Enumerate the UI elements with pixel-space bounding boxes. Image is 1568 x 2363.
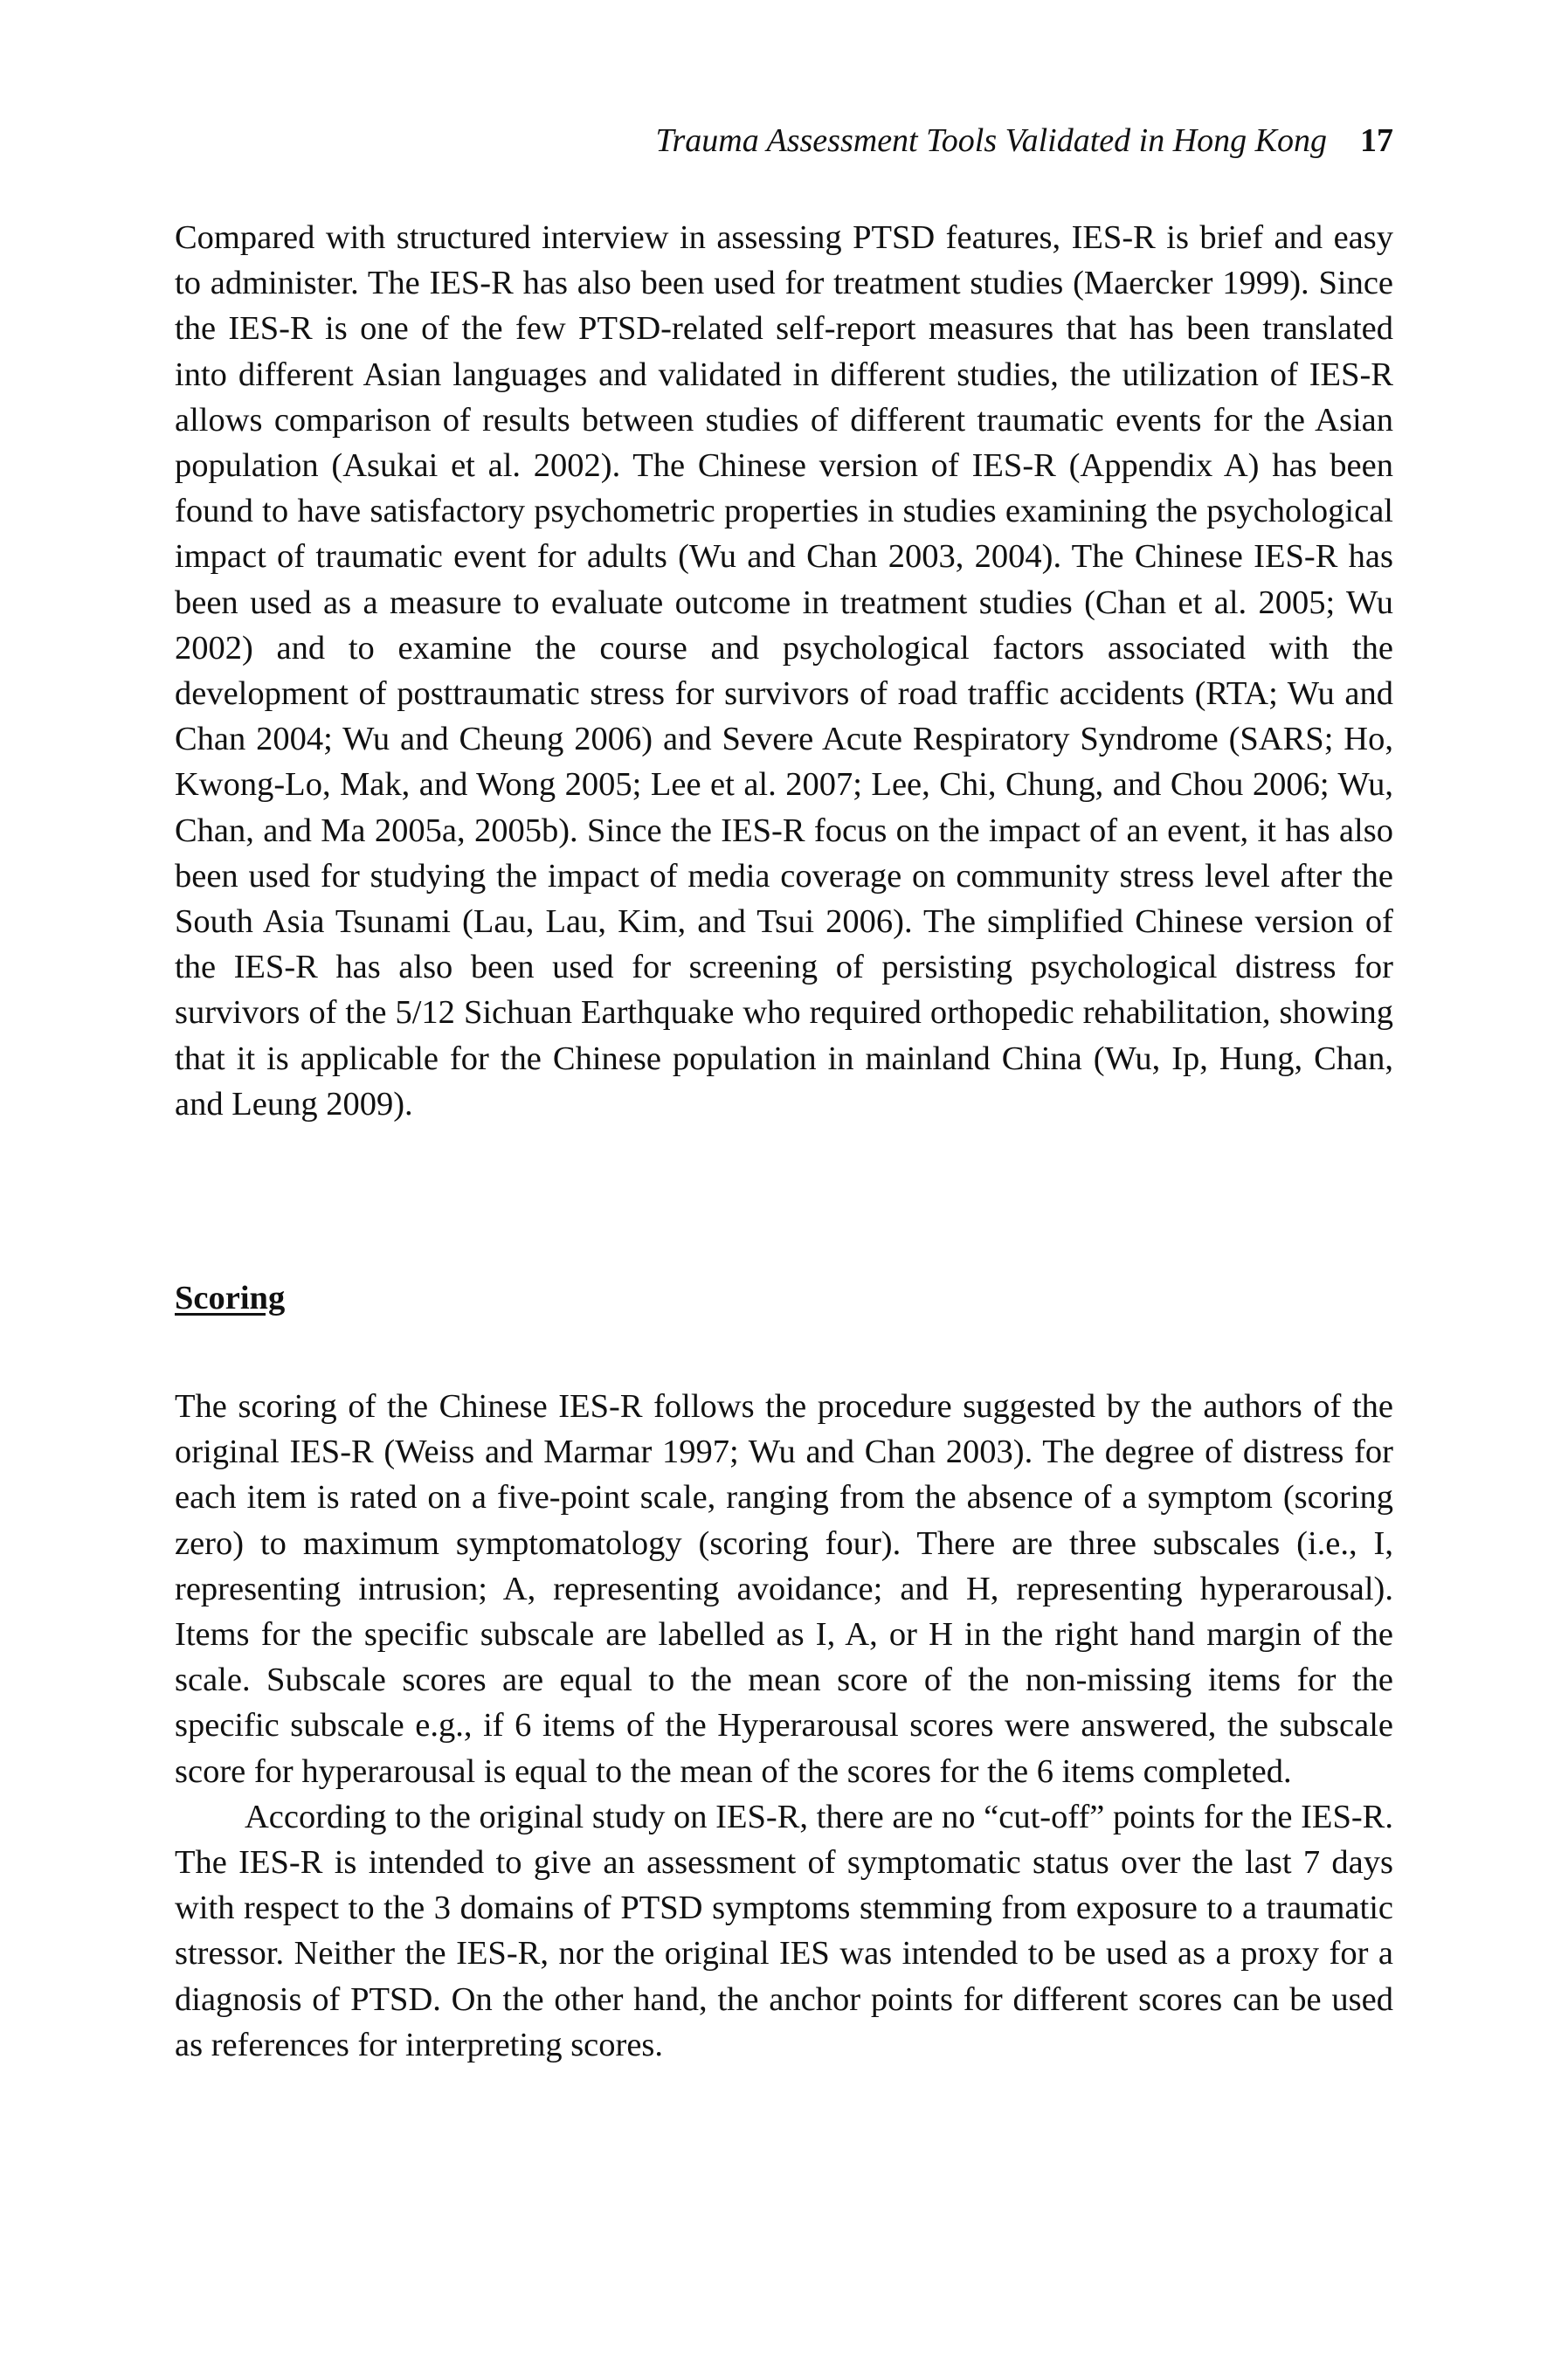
scoring-section [175,1384,1393,2068]
running-title: Trauma Assessment Tools Validated in Hong Kong [655,122,1327,159]
intro-paragraph: Compared with structured interview in assessing PTSD features, IES-R is brief and easy to administer. The IES-R has also been used for treatment studies (Maercker 1999). Since the IES-R is one of the few PTSD-related self-report measures that has been translated into different Asian languages and validated in different studies, the utilization of IES-R allows comparison of results between studies of different traumatic events for the Asian population (Asukai et al. 2002). The Chinese version of IES-R (Appendix A) has been found to have satisfactory psychometric properties in studies examining the psychological impact of traumatic event for adults (Wu and Chan 2003, 2004). The Chinese IES-R has been used as a measure to evaluate outcome in treatment studies (Chan et al. 2005; Wu 2002) and to examine the course and psychological factors associated with the development of posttraumatic stress for survivors of road traffic accidents (RTA; Wu and Chan 2004; Wu and Cheung 2006) and Severe Acute Respiratory Syndrome (SARS; Ho, Kwong-Lo, Mak, and Wong 2005; Lee et al. 2007; Lee, Chi, Chung, and Chou 2006; Wu, Chan, and Ma 2005a, 2005b). Since the IES-R focus on the impact of an event, it has also been used for studying the impact of media coverage on community stress level after the South Asia Tsunami (Lau, Lau, Kim, and Tsui 2006). The simplified Chinese version of the IES-R has also been used for screening of persisting psychological distress for survivors of the 5/12 Sichuan Earthquake who required orthopedic rehabilitation, showing that it is applicable for the Chinese population in mainland China (Wu, Ip, Hung, Chan, and Leung 2009). [175,219,1393,1123]
scoring-paragraph-2: According to the original study on IES-R, there are no “cut-off” points for the IES-R. The IES-R is intended to give an assessment of symptomatic status over the last 7 days with respect to the 3 domains of PTSD symptoms stemming from exposure to a traumatic stressor. Neither the IES-R, nor the original IES was intended to be used as a proxy for a diagnosis of PTSD. On the other hand, the anchor points for different scores can be used as references for interpreting scores. [175,1798,1393,2063]
page-number: 17 [1360,122,1393,159]
scoring-paragraph-1: The scoring of the Chinese IES-R follows the procedure suggested by the authors of the original IES-R (Weiss and Marmar 1997; Wu and Chan 2003). The degree of distress for each item is rated on a five-point scale, ranging from the absence of a symptom (scoring zero) to maximum symptomatology (scoring four). There are three subscales (i.e., I, representing intrusion; A, representing avoidance; and H, representing hyperarousal). Items for the specific subscale are labelled as I, A, or H in the right hand margin of the scale. Subscale scores are equal to the mean score of the non-missing items for the specific subscale e.g., if 6 items of the Hyperarousal scores were answered, the subscale score for hyperarousal is equal to the mean of the scores for the 6 items completed. [175,1388,1393,1790]
section-heading-scoring: Scoring [175,1280,286,1316]
intro-section [175,215,1393,1127]
running-header [175,124,1393,157]
